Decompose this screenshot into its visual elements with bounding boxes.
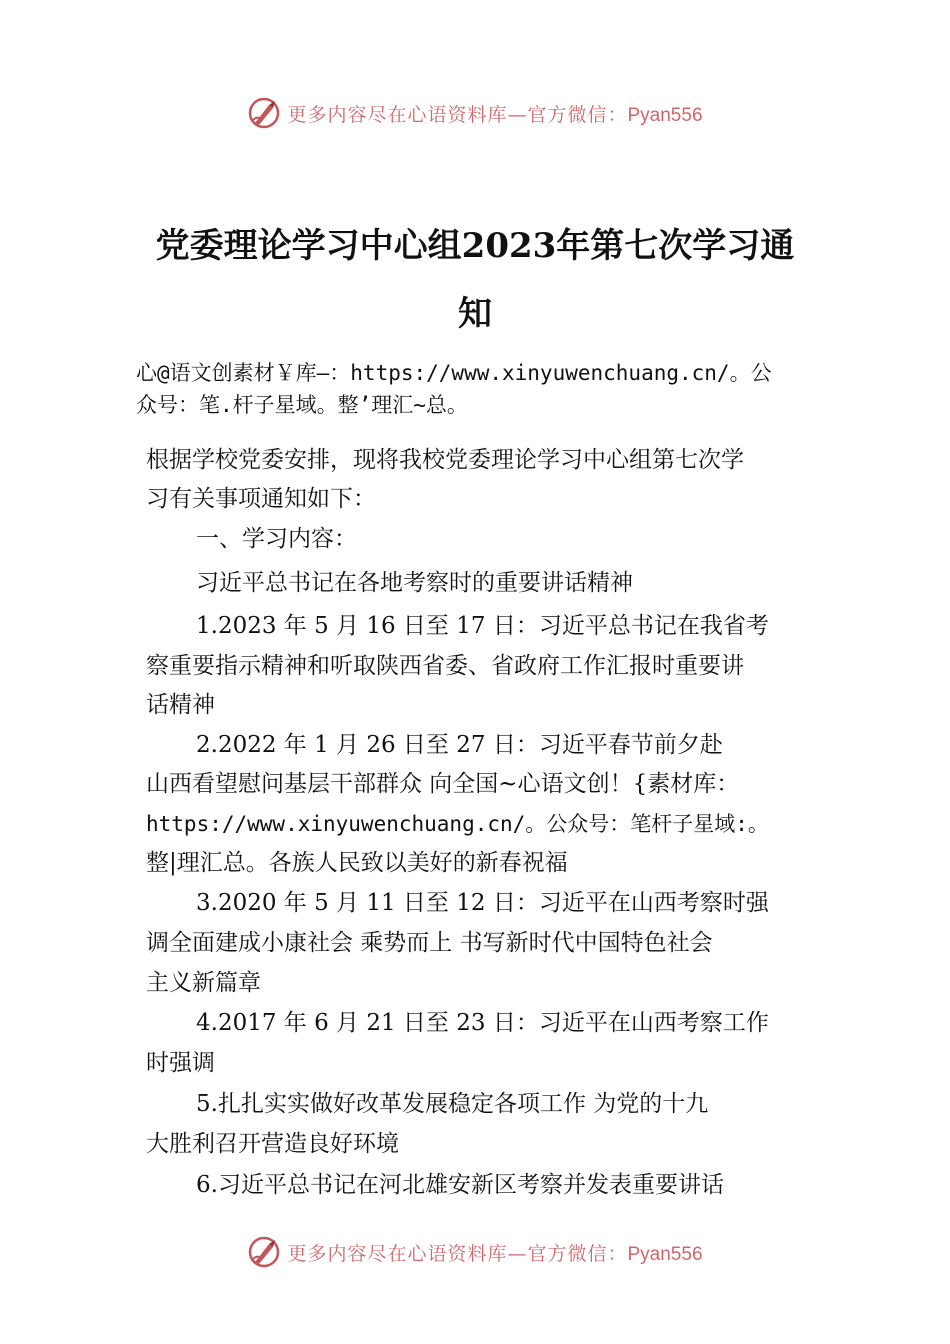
list-item-continued: 整|理汇总。各族人民致以美好的新春祝福	[146, 850, 568, 876]
list-item: 1.2023 年 5 月 16 日至 17 日：习近平总书记在我省考	[196, 613, 769, 639]
document-title-continued: 知	[458, 294, 492, 334]
list-item-continued: 大胜利召开营造良好环境	[146, 1131, 399, 1157]
source-note: 心@语文创素材￥库—：https://www.xinyuwenchuang.cn/。公	[136, 361, 772, 385]
source-note-continued: 众号：笔.杆子星域。整’理汇~总。	[136, 393, 468, 417]
body-line: 习有关事项通知如下：	[146, 486, 376, 512]
list-item-continued: 山西看望慰问基层干部群众 向全国~心语文创！{素材库：	[146, 771, 740, 797]
pen-logo-icon	[247, 96, 281, 130]
section-heading: 一、学习内容：	[196, 526, 357, 552]
list-item-continued: 主义新篇章	[146, 970, 261, 996]
list-item-continued: 时强调	[146, 1050, 215, 1076]
sub-heading: 习近平总书记在各地考察时的重要讲话精神	[196, 570, 633, 596]
list-item: 4.2017 年 6 月 21 日至 23 日：习近平在山西考察工作	[196, 1010, 769, 1036]
banner-text: 更多内容尽在心语资料库—官方微信：Pyan556	[287, 103, 703, 126]
pen-logo-icon	[247, 1235, 281, 1269]
banner-text: 更多内容尽在心语资料库—官方微信：Pyan556	[287, 1242, 703, 1265]
footer-banner	[0, 1232, 950, 1272]
document-title: 党委理论学习中心组2023年第七次学习通	[155, 226, 795, 266]
list-item: 2.2022 年 1 月 26 日至 27 日：习近平春节前夕赴	[196, 732, 723, 758]
list-item-continued: 调全面建成小康社会 乘势而上 书写新时代中国特色社会	[146, 930, 713, 956]
list-item-continued: 察重要指示精神和听取陕西省委、省政府工作汇报时重要讲	[146, 653, 744, 679]
header-banner	[0, 93, 950, 133]
list-item-continued: 话精神	[146, 692, 215, 718]
list-item: 5.扎扎实实做好改革发展稳定各项工作 为党的十九	[196, 1091, 709, 1117]
list-item: 3.2020 年 5 月 11 日至 12 日：习近平在山西考察时强	[196, 890, 769, 916]
list-item: 6.习近平总书记在河北雄安新区考察并发表重要讲话	[196, 1172, 724, 1198]
body-line: 根据学校党委安排，现将我校党委理论学习中心组第七次学	[146, 447, 744, 473]
list-item-continued: https://www.xinyuwenchuang.cn/。公众号：笔杆子星域:。	[146, 812, 769, 836]
